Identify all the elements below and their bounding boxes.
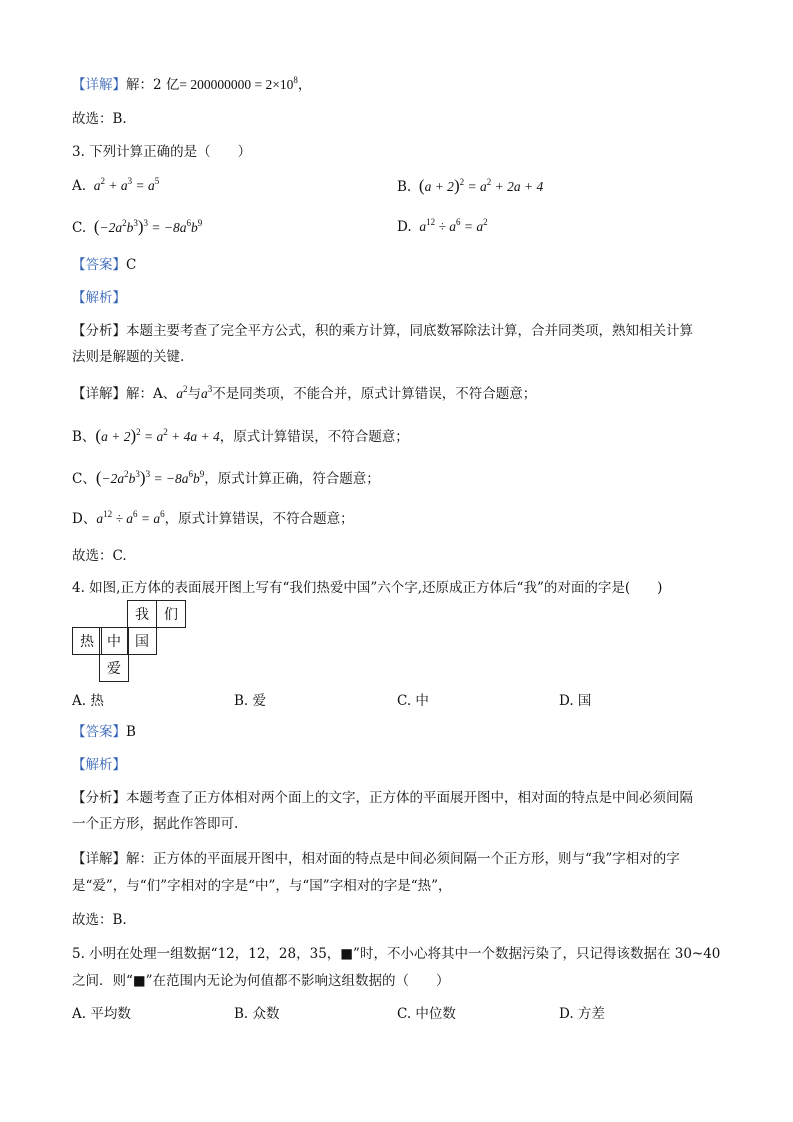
- q4-answer-line: [72, 723, 136, 741]
- q3-detail-b-formula: $(a + 2)^2 = a^2 + 4a + 4$: [95, 426, 220, 445]
- net-cell-wo: 我: [127, 600, 157, 628]
- answer-tag: 【答案】: [72, 724, 126, 740]
- detail-tag: 【详解】: [72, 77, 126, 93]
- q3-detail-a-post: 不是同类项，不能合并，原式计算错误，不符合题意；: [212, 386, 537, 402]
- detail-tag: 【详解】: [72, 851, 126, 867]
- q3-detail-a-expr1: $a^2$: [176, 384, 188, 401]
- q3-answer-line: [72, 256, 136, 274]
- net-cell-men: 们: [156, 600, 186, 628]
- q3-option-a-formula: $a^2 + a^3 = a^5$: [90, 176, 160, 193]
- q3-detail-c-post: ，原式计算正确，符合题意；: [204, 471, 380, 487]
- detail-tag: 【详解】: [72, 386, 126, 402]
- q5-stem-line-1: 5. 小明在处理一组数据“12，12，28，35，■”时，不小心将其中一个数据污染了，只记得该数据在 30~40: [72, 946, 721, 962]
- q4-analysis-tag: 【解析】: [72, 757, 126, 773]
- q3-option-a: [72, 177, 159, 195]
- net-cell-zhong: 中: [99, 627, 129, 655]
- analyze-tag: 【分析】: [72, 790, 126, 806]
- q3-detail-b-post: ，原式计算错误，不符合题意；: [219, 429, 409, 445]
- q3-option-c-formula: $(-2a^2b^3)^3 = -8a^6b^9$: [93, 217, 203, 236]
- analyze-tag: 【分析】: [72, 323, 126, 339]
- q4-detail-text-1: 解：正方体的平面展开图中，相对面的特点是中间必须间隔一个正方形，则与“我”字相对的字: [126, 851, 680, 867]
- q3-detail-d-formula: $a^{12} \div a^6 = a^6$: [96, 509, 165, 526]
- q3-option-d-formula: $a^{12} \div a^6 = a^2$: [415, 217, 488, 234]
- q4-detail-line-2: 是“爱”，与“们”字相对的字是“中”，与“国”字相对的字是“热”，: [72, 878, 452, 894]
- q4-stem: 4. 如图,正方体的表面展开图上写有“我们热爱中国”六个字,还原成正方体后“我”的对面的字是( ): [72, 580, 663, 596]
- q5-stem-line-2: 之间．则“■”在范围内无论为何值都不影响这组数据的（ ）: [72, 973, 450, 989]
- q3-detail-d-post: ，原式计算错误，不符合题意；: [164, 511, 354, 527]
- net-cell-guo: 国: [127, 627, 157, 655]
- q2-detail-prefix: 解：2 亿: [126, 77, 180, 93]
- q5-option-c: C. 中位数: [397, 1006, 456, 1022]
- q5-option-a: A. 平均数: [72, 1006, 131, 1022]
- q3-detail-a-expr2: $a^3$: [201, 384, 213, 401]
- net-cell-ai: 爱: [99, 654, 129, 682]
- net-cell-re: 热: [72, 627, 102, 655]
- q3-detail-a-pre: 解：A、: [126, 386, 177, 402]
- q3-detail-c-pre: C、: [72, 471, 96, 487]
- q3-analysis-line-2: 法则是解题的关键.: [72, 349, 185, 365]
- q4-detail-line-1: [72, 850, 680, 868]
- q2-expression: = 200000000 = 2×10: [179, 77, 294, 92]
- q4-answer: B: [126, 724, 136, 740]
- q3-analysis-line-1: [72, 322, 693, 340]
- q3-detail-b: [72, 427, 409, 446]
- q3-option-a-label: A.: [72, 178, 87, 194]
- q3-detail-a: [72, 385, 536, 403]
- q3-analysis-tag: 【解析】: [72, 290, 126, 306]
- q3-option-b: [397, 177, 543, 196]
- q4-option-b: B. 爱: [234, 693, 267, 709]
- q3-detail-c: [72, 469, 380, 488]
- q4-analysis-line-2: 一个正方形，据此作答即可.: [72, 816, 239, 832]
- q4-analysis-text-1: 本题考查了正方体相对两个面上的文字，正方体的平面展开图中，相对面的特点是中间必须间隔: [126, 790, 693, 806]
- q3-option-c-label: C.: [72, 220, 87, 236]
- q4-option-a: A. 热: [72, 693, 104, 709]
- q3-detail-d-pre: D、: [72, 511, 97, 527]
- q5-option-b: B. 众数: [234, 1006, 280, 1022]
- q2-tail: ，: [297, 77, 312, 93]
- q3-analysis-text-1: 本题主要考查了完全平方公式，积的乘方计算，同底数幂除法计算，合并同类项，熟知相关计算: [126, 323, 693, 339]
- q3-option-b-formula: $(a + 2)^2 = a^2 + 2a + 4$: [418, 176, 544, 195]
- q4-analysis-line-1: [72, 789, 693, 807]
- q4-option-d: D. 国: [559, 693, 592, 709]
- q3-detail-c-formula: $(-2a^2b^3)^3 = -8a^6b^9$: [95, 468, 205, 487]
- answer-tag: 【答案】: [72, 257, 126, 273]
- q4-choose: 故选：B.: [72, 912, 127, 928]
- q3-answer: C: [126, 257, 137, 273]
- q3-option-d-label: D.: [397, 219, 412, 235]
- q3-detail-a-mid: 与: [187, 386, 201, 402]
- q5-option-d: D. 方差: [559, 1006, 605, 1022]
- q3-detail-b-pre: B、: [72, 429, 96, 445]
- q2-choose: 故选：B.: [72, 111, 127, 127]
- q3-option-c: [72, 218, 202, 237]
- q3-stem: 3. 下列计算正确的是（ ）: [72, 144, 252, 160]
- q3-option-b-label: B.: [397, 179, 412, 195]
- q4-option-c: C. 中: [397, 693, 429, 709]
- q2-detail-line: [72, 76, 311, 94]
- cube-net-figure: [72, 600, 292, 690]
- q3-detail-d: [72, 510, 354, 528]
- q2-exponent: 8: [293, 75, 298, 85]
- q3-choose: 故选：C.: [72, 548, 127, 564]
- q3-option-d: [397, 218, 488, 236]
